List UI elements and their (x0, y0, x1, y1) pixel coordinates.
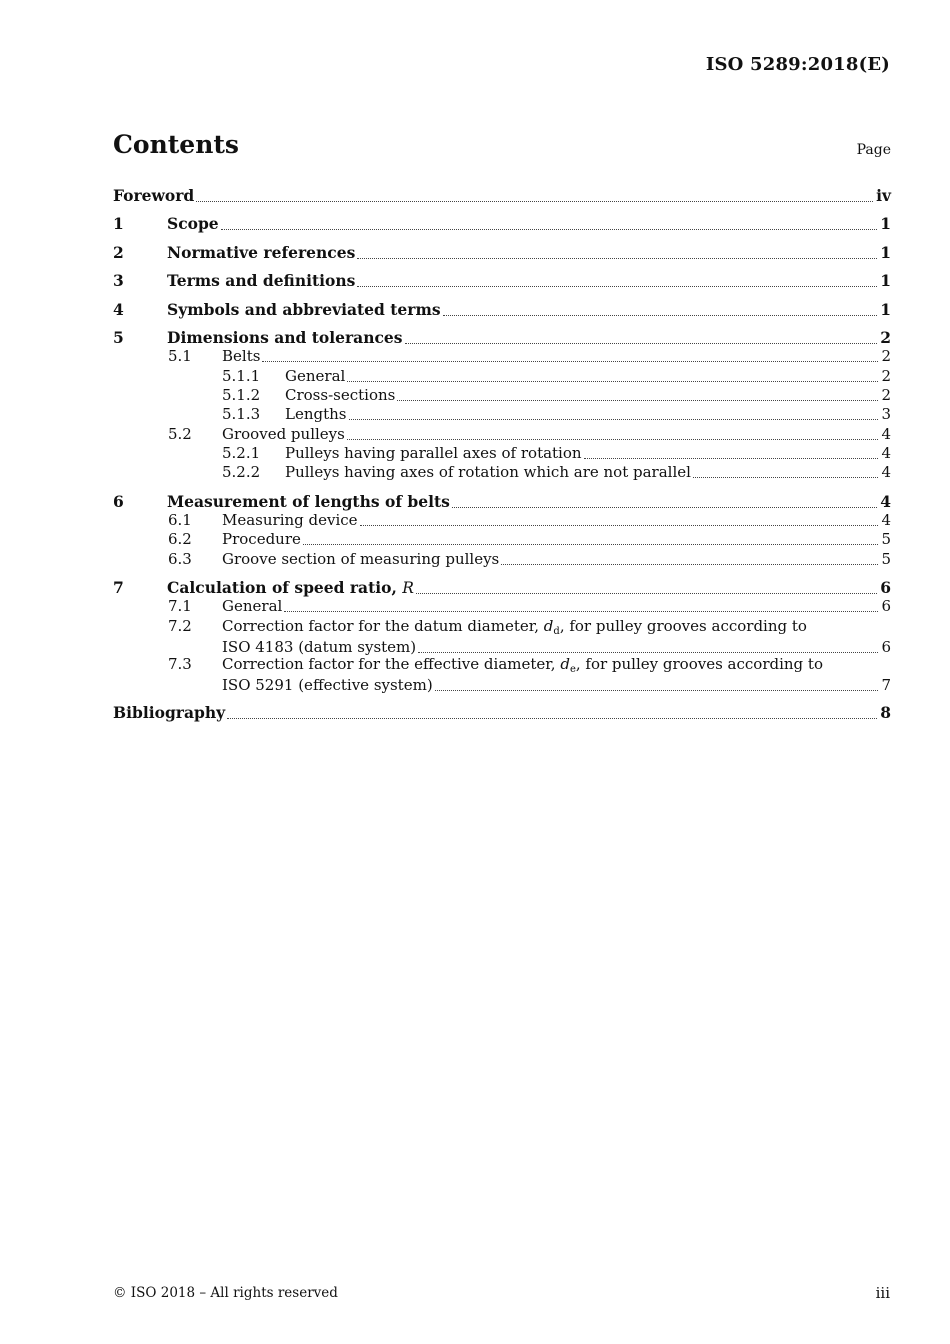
toc-page: 2 (881, 366, 891, 385)
toc-number: 5.1.2 (222, 386, 261, 405)
toc-entry-7-3[interactable] (113, 655, 891, 694)
toc-number: 6 (113, 491, 124, 511)
toc-page: 5 (881, 549, 891, 568)
dot-leader (347, 439, 879, 440)
toc-title-line2: ISO 4183 (datum system) (222, 637, 417, 656)
diameter-symbol: d (560, 655, 570, 674)
toc-title: Pulleys having parallel axes of rotation (285, 443, 582, 462)
toc-page: 1 (880, 271, 891, 291)
toc-title: Belts (222, 347, 261, 366)
dot-leader (303, 544, 879, 545)
toc-title-line1: Correction factor for the effective diameter, $d_e$, for pulley grooves according to (222, 655, 823, 676)
subscript: d (553, 625, 560, 637)
speed-ratio-symbol: R (402, 578, 414, 597)
toc-title: Measurement of lengths of belts (167, 491, 450, 511)
dot-leader (397, 400, 878, 401)
toc-number: 5.1 (168, 347, 192, 366)
toc-title: Scope (167, 214, 219, 234)
dot-leader (227, 718, 877, 719)
toc-entry-6-3[interactable] (113, 550, 891, 569)
toc-page: 1 (880, 299, 891, 319)
toc-entry-2[interactable] (113, 243, 891, 271)
toc-page: 4 (881, 463, 891, 482)
dot-leader (584, 458, 879, 459)
toc-entry-5-1-1[interactable] (113, 367, 891, 386)
toc-entry-6-2[interactable] (113, 530, 891, 549)
toc-title: Measuring device (222, 511, 358, 530)
toc-page: 4 (881, 443, 891, 462)
toc-page: 6 (881, 597, 891, 616)
toc-page: 2 (881, 386, 891, 405)
toc-page: 8 (880, 702, 891, 722)
dot-leader (452, 507, 877, 508)
toc-entry-foreword[interactable] (113, 186, 891, 214)
toc-page: 3 (881, 405, 891, 424)
toc-number: 7 (113, 577, 124, 597)
toc-entry-5-2[interactable] (113, 425, 891, 444)
toc-number: 7.1 (168, 597, 192, 616)
dot-leader (360, 525, 879, 526)
dot-leader (262, 361, 878, 362)
toc-entry-bibliography[interactable] (113, 703, 891, 731)
toc-entry-4[interactable] (113, 300, 891, 328)
toc-entry-5-2-1[interactable] (113, 444, 891, 463)
toc-page: 2 (881, 347, 891, 366)
toc-page: 6 (880, 577, 891, 597)
dot-leader (416, 593, 877, 594)
dot-leader (196, 201, 873, 202)
dot-leader (349, 419, 879, 420)
dot-leader (347, 381, 878, 382)
page-title: Contents (113, 130, 240, 159)
toc-title: Groove section of measuring pulleys (222, 549, 500, 568)
footer-page-number: iii (875, 1284, 890, 1302)
dot-leader (405, 343, 878, 344)
toc-number: 5.2 (168, 424, 192, 443)
toc-title: Normative references (167, 242, 356, 262)
toc-title: Lengths (285, 405, 347, 424)
dot-leader (418, 652, 878, 653)
table-of-contents (113, 186, 891, 731)
toc-page: iv (876, 186, 891, 205)
toc-number: 4 (113, 299, 124, 319)
dot-leader (443, 315, 878, 316)
toc-page: 1 (880, 214, 891, 234)
dot-leader (284, 611, 878, 612)
toc-number: 5.2.1 (222, 443, 261, 462)
toc-number: 6.2 (168, 530, 192, 549)
toc-number: 5.1.1 (222, 366, 261, 385)
document-id: ISO 5289:2018(E) (705, 54, 890, 75)
toc-entry-5-1-3[interactable] (113, 405, 891, 424)
toc-title: Foreword (113, 186, 195, 205)
toc-number: 7.2 (168, 616, 192, 635)
page-column-label: Page (856, 142, 891, 158)
dot-leader (693, 477, 879, 478)
toc-title: Cross-sections (285, 386, 396, 405)
toc-entry-5-1-2[interactable] (113, 386, 891, 405)
dot-leader (357, 258, 877, 259)
toc-number: 5.2.2 (222, 463, 261, 482)
toc-title-line1: Correction factor for the datum diameter, $d_d$, for pulley grooves according to (222, 616, 807, 637)
toc-title-line2: ISO 5291 (effective system) (222, 676, 433, 695)
toc-entry-5-1[interactable] (113, 347, 891, 366)
toc-number: 5.1.3 (222, 405, 261, 424)
toc-entry-7[interactable] (113, 578, 891, 598)
toc-number: 1 (113, 214, 124, 234)
toc-title: General (285, 366, 346, 385)
toc-page: 2 (880, 327, 891, 347)
toc-page: 6 (881, 637, 891, 656)
toc-entry-7-1[interactable] (113, 597, 891, 616)
subscript: e (569, 664, 576, 676)
toc-page: 5 (881, 530, 891, 549)
toc-page: 4 (881, 424, 891, 443)
toc-entry-1[interactable] (113, 214, 891, 242)
toc-title: General (222, 597, 283, 616)
toc-entry-5[interactable] (113, 328, 891, 348)
toc-title: Bibliography (113, 702, 226, 722)
toc-entry-6-1[interactable] (113, 511, 891, 530)
toc-number: 3 (113, 271, 124, 291)
toc-title: Calculation of speed ratio, R (167, 577, 414, 597)
toc-title: Grooved pulleys (222, 424, 345, 443)
toc-number: 5 (113, 327, 124, 347)
toc-entry-3[interactable] (113, 271, 891, 299)
toc-number: 6.1 (168, 511, 192, 530)
toc-entry-7-2[interactable] (113, 617, 891, 656)
toc-page: 4 (880, 491, 891, 511)
toc-number: 6.3 (168, 549, 192, 568)
diameter-symbol: d (543, 616, 554, 635)
dot-leader (435, 690, 879, 691)
toc-entry-5-2-2[interactable] (113, 463, 891, 482)
toc-title: Dimensions and tolerances (167, 327, 403, 347)
toc-title: Symbols and abbreviated terms (167, 299, 441, 319)
toc-page: 1 (880, 242, 891, 262)
toc-page: 7 (881, 676, 891, 695)
dot-leader (221, 229, 878, 230)
dot-leader (501, 564, 878, 565)
toc-entry-6[interactable] (113, 492, 891, 512)
dot-leader (357, 286, 877, 287)
toc-number: 7.3 (168, 655, 192, 674)
toc-title: Procedure (222, 530, 301, 549)
toc-title: Pulleys having axes of rotation which are not parallel (285, 463, 691, 482)
toc-number: 2 (113, 242, 124, 262)
toc-page: 4 (881, 511, 891, 530)
toc-title: Terms and definitions (167, 271, 356, 291)
footer-copyright: © ISO 2018 – All rights reserved (113, 1285, 338, 1301)
